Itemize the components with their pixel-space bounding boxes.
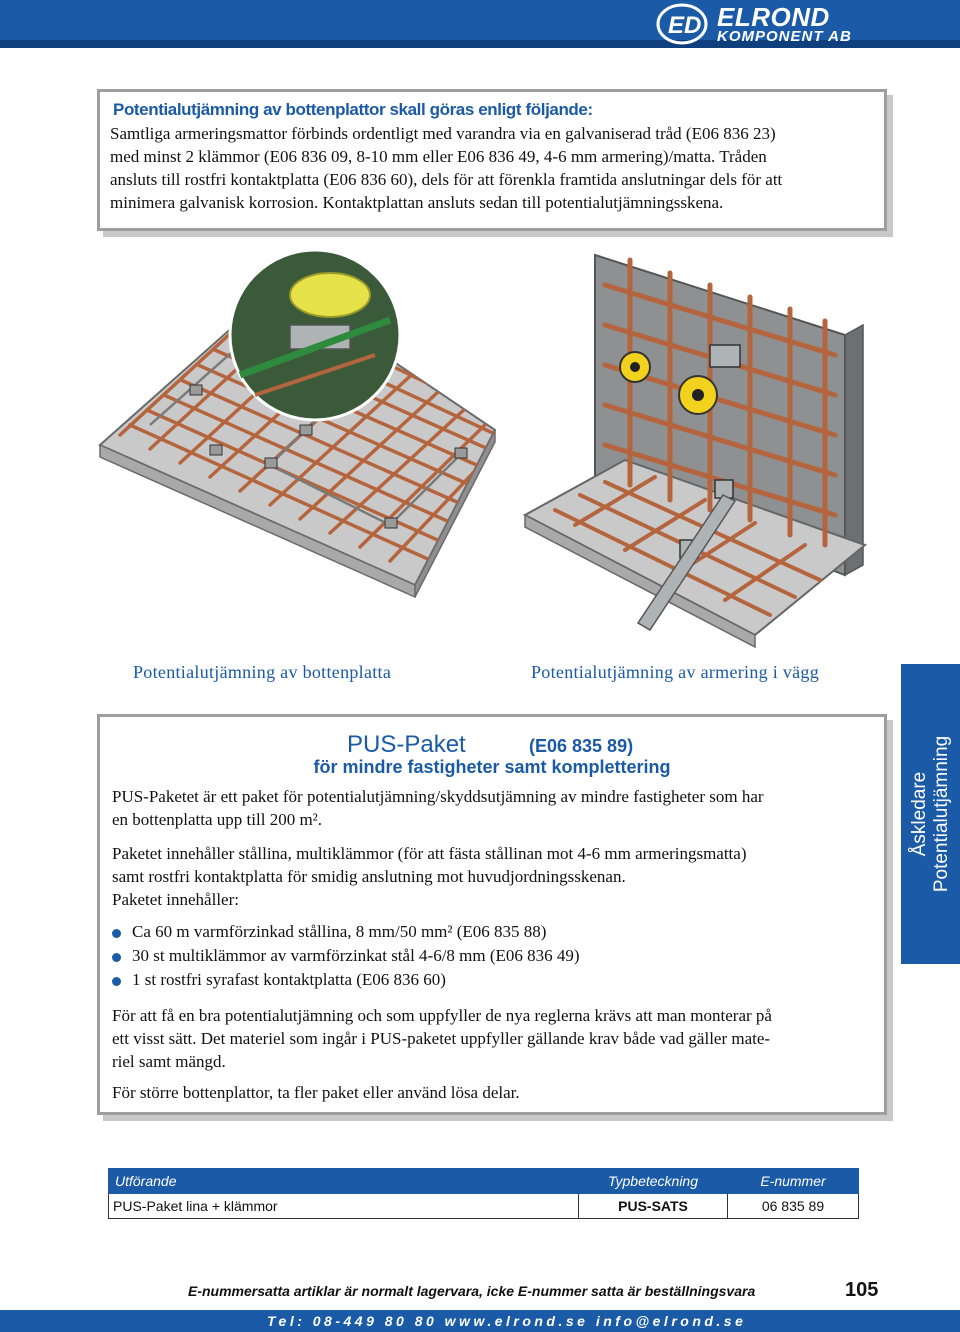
product-paragraph-3 [112,1004,874,1073]
footer-note: E-nummersatta artiklar är normalt lagervara, icke E-nummer satta är beställningsvara [188,1283,756,1299]
list-item-text: 30 st multiklämmor av varmförzinkat stål 4-6/8 mm (E06 836 49) [132,946,580,965]
paragraph-line: riel samt mängd. [112,1052,226,1071]
side-tab-line: Åskledare [908,771,930,857]
paragraph-line: en bottenplatta upp till 200 m². [112,810,323,829]
table-cell-utforande: PUS-Paket lina + klämmor [109,1194,579,1219]
column-header-e-nummer: E-nummer [728,1169,859,1194]
bullet-icon [112,953,121,962]
brand-subtitle: KOMPONENT AB [717,28,852,45]
vagg-armering-illustration [515,245,900,650]
product-subtitle: för mindre fastigheter samt komplettering [313,757,671,777]
table-cell-e-nummer: 06 835 89 [728,1194,859,1219]
caption-vagg: Potentialutjämning av armering i vägg [531,662,820,682]
paragraph-line: För att få en bra potentialutjämning och som uppfyller de nya reglerna krävs att man monterar på [112,1006,772,1025]
paragraph-line: ett visst sätt. Det materiel som ingår i PUS-paketet uppfyller gällande krav både vad gäller mate- [112,1029,771,1048]
product-code: (E06 835 89) [529,736,634,756]
intro-line: med minst 2 klämmor (E06 836 09, 8-10 mm eller E06 836 49, 4-6 mm armering)/matta. Tråden [110,147,767,166]
intro-paragraph [110,122,878,214]
paragraph-line: samt rostfri kontaktplatta för smidig anslutning mot huvudjordningsskenan. [112,867,626,886]
brand-name: ELROND [717,2,830,32]
side-tab-line: Potentialutjämning [930,735,952,893]
table-cell-typbeteckning: PUS-SATS [579,1194,728,1219]
header-bar [0,0,960,48]
intro-line: Samtliga armeringsmattor förbinds ordentligt med varandra via en galvaniserad tråd (E06 836 23) [110,124,776,143]
list-item-text: 1 st rostfri syrafast kontaktplatta (E06 836 60) [132,970,446,989]
caption-bottenplatta: Potentialutjämning av bottenplatta [133,662,392,682]
table-header-row [109,1169,859,1194]
side-tab-text [909,736,953,892]
paragraph-line: Paketet innehåller stållina, multiklämmor (för att fästa stållinan mot 4-6 mm armeringsmatta) [112,844,747,863]
column-header-typbeteckning: Typbeteckning [579,1169,728,1194]
list-item [112,968,812,992]
footer-contact: Tel: 08-449 80 80 www.elrond.se info@elrond.se [267,1313,747,1329]
section-side-tab [901,664,960,964]
product-box [97,714,887,1115]
intro-title: Potentialutjämning av bottenplattor skall göras enligt följande: [113,100,593,119]
intro-line: minimera galvanisk korrosion. Kontaktplattan ansluts sedan till potentialutjämningsskena. [110,193,724,212]
list-item [112,944,812,968]
table-row [109,1194,859,1219]
product-title: PUS-Paket [347,731,466,758]
product-paragraph-4: För större bottenplattor, ta fler paket eller använd lösa delar. [112,1083,520,1102]
list-item-text: Ca 60 m varmförzinkad stållina, 8 mm/50 mm² (E06 835 88) [132,922,547,941]
product-paragraph-2 [112,842,874,911]
elrond-logo [655,0,960,48]
paragraph-line: PUS-Paketet är ett paket för potentialutjämning/skyddsutjämning av mindre fastigheter som har [112,787,764,806]
list-item [112,920,812,944]
bullet-icon [112,929,121,938]
svg-text:ED: ED [668,12,702,39]
bullet-icon [112,977,121,986]
column-header-utforande: Utförande [109,1169,579,1194]
bottenplatta-illustration [90,235,510,655]
contents-list [112,920,812,992]
intro-line: ansluts till rostfri kontaktplatta (E06 836 60), dels för att förenkla framtida anslutningar dels för att [110,170,783,189]
intro-box [97,89,887,231]
paragraph-line: Paketet innehåller: [112,890,239,909]
product-paragraph-1 [112,785,874,831]
elrond-logo-badge [655,2,709,46]
product-table [108,1168,859,1219]
page-number: 105 [845,1279,879,1301]
